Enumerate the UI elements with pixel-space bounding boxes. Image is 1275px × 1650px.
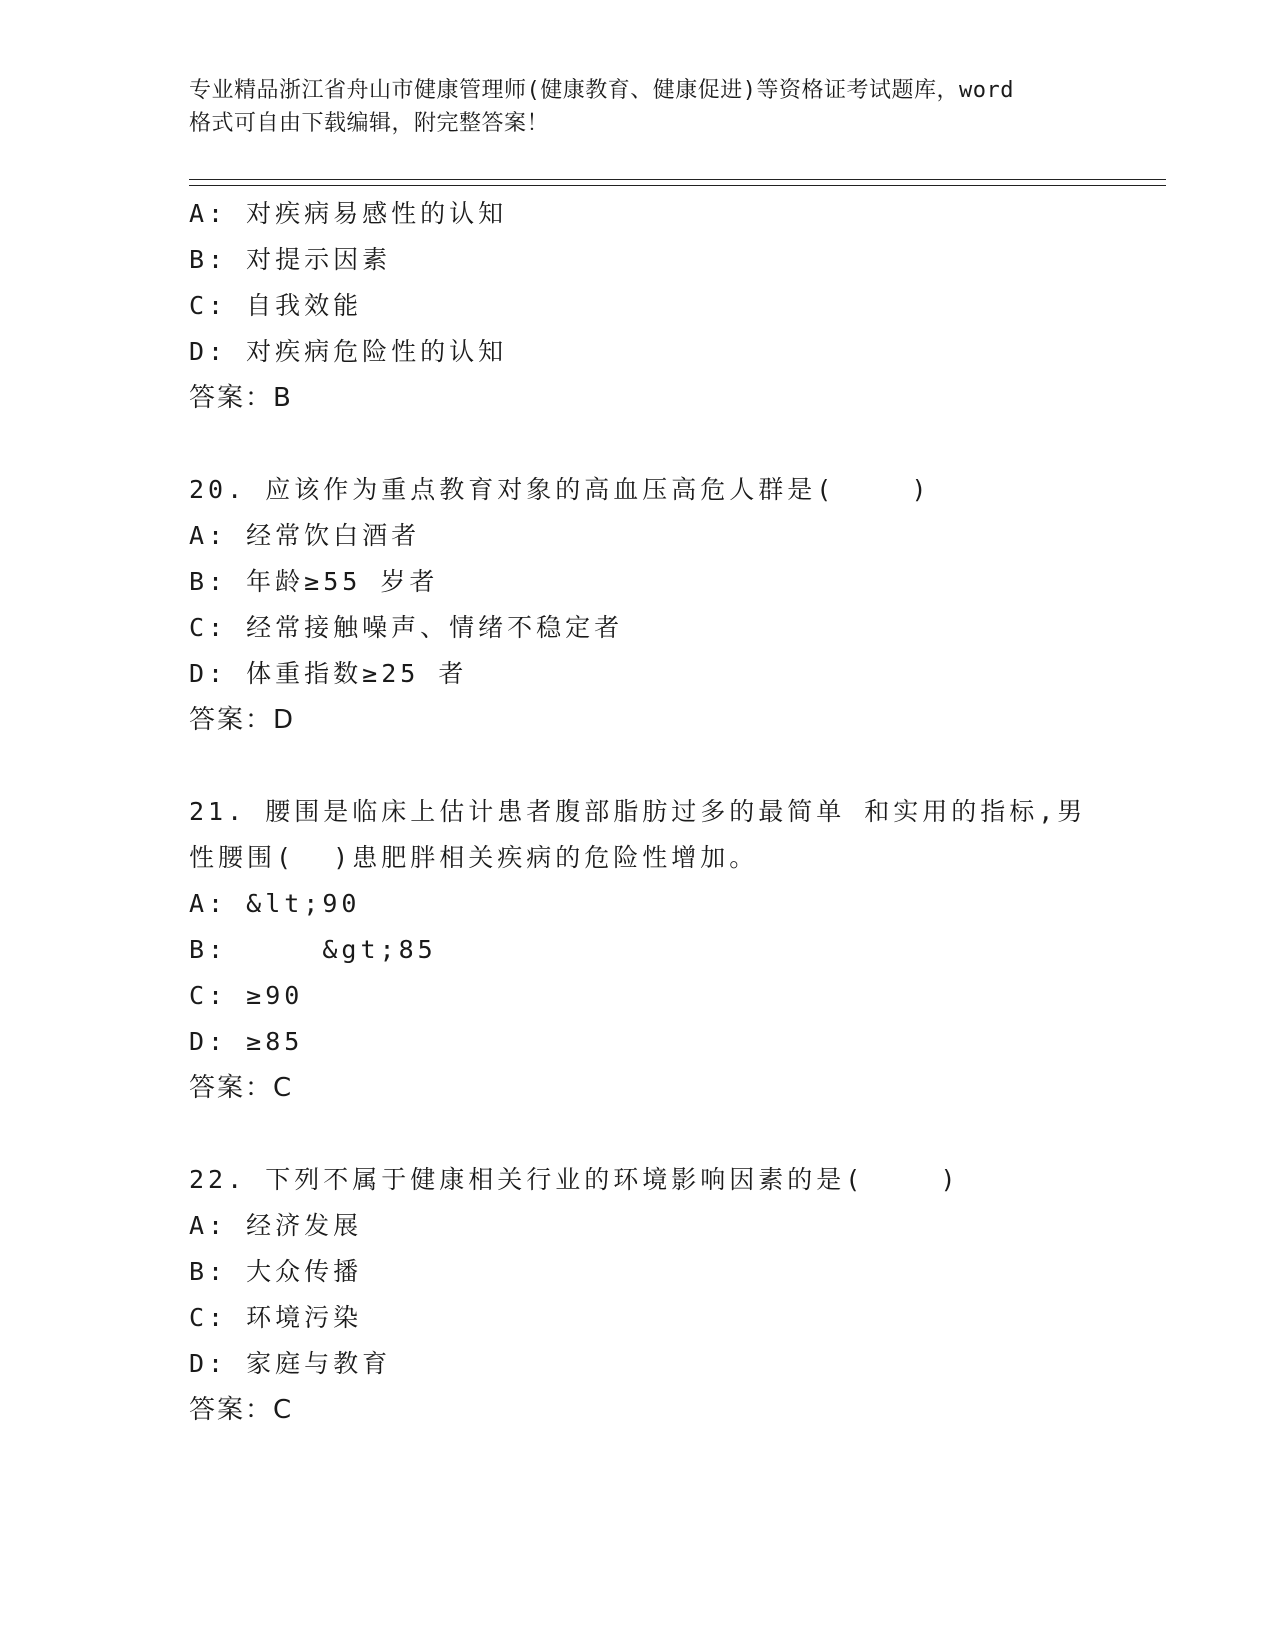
answer: 答案：B xyxy=(189,383,293,413)
option-c: C: 经常接触噪声、情绪不稳定者 xyxy=(189,613,624,642)
question-stem-line-2: 性腰围( )患肥胖相关疾病的危险性增加。 xyxy=(189,843,759,872)
option-b: B: 年龄≥55 岁者 xyxy=(189,567,439,596)
header-divider-top xyxy=(189,179,1166,180)
option-c: C: ≥90 xyxy=(189,981,304,1010)
question-22 xyxy=(189,1157,1139,1433)
question-21 xyxy=(189,789,1139,1111)
question-list xyxy=(189,191,1139,1433)
option-a: A: &lt;90 xyxy=(189,889,361,918)
header-line-1: 专业精品浙江省舟山市健康管理师(健康教育、健康促进)等资格证考试题库，word xyxy=(189,78,1014,103)
option-b: B: 对提示因素 xyxy=(189,245,392,274)
option-a: A: 经济发展 xyxy=(189,1211,363,1240)
option-d: D: ≥85 xyxy=(189,1027,304,1056)
spacer xyxy=(189,1111,1139,1157)
option-c: C: 自我效能 xyxy=(189,291,363,320)
question-20 xyxy=(189,467,1139,743)
question-stem: 22. 下列不属于健康相关行业的环境影响因素的是( ) xyxy=(189,1165,960,1194)
answer: 答案：C xyxy=(189,1073,294,1103)
header-divider-bottom xyxy=(189,185,1166,186)
option-c: C: 环境污染 xyxy=(189,1303,363,1332)
option-d: D: 对疾病危险性的认知 xyxy=(189,337,508,366)
spacer xyxy=(189,743,1139,789)
option-a: A: 经常饮白酒者 xyxy=(189,521,421,550)
answer: 答案：C xyxy=(189,1395,294,1425)
question-stem: 20. 应该作为重点教育对象的高血压高危人群是( ) xyxy=(189,475,931,504)
option-d: D: 体重指数≥25 者 xyxy=(189,659,468,688)
document-header xyxy=(189,74,1089,140)
spacer xyxy=(189,421,1139,467)
header-line-2: 格式可自由下载编辑，附完整答案！ xyxy=(189,111,550,136)
option-d: D: 家庭与教育 xyxy=(189,1349,392,1378)
question-19 xyxy=(189,191,1139,421)
answer: 答案：D xyxy=(189,705,296,735)
option-b: B: 大众传播 xyxy=(189,1257,363,1286)
option-b: B: &gt;85 xyxy=(189,935,437,964)
option-a: A: 对疾病易感性的认知 xyxy=(189,199,508,228)
question-stem-line-1: 21. 腰围是临床上估计患者腹部脂肪过多的最简单 和实用的指标,男 xyxy=(189,797,1087,826)
